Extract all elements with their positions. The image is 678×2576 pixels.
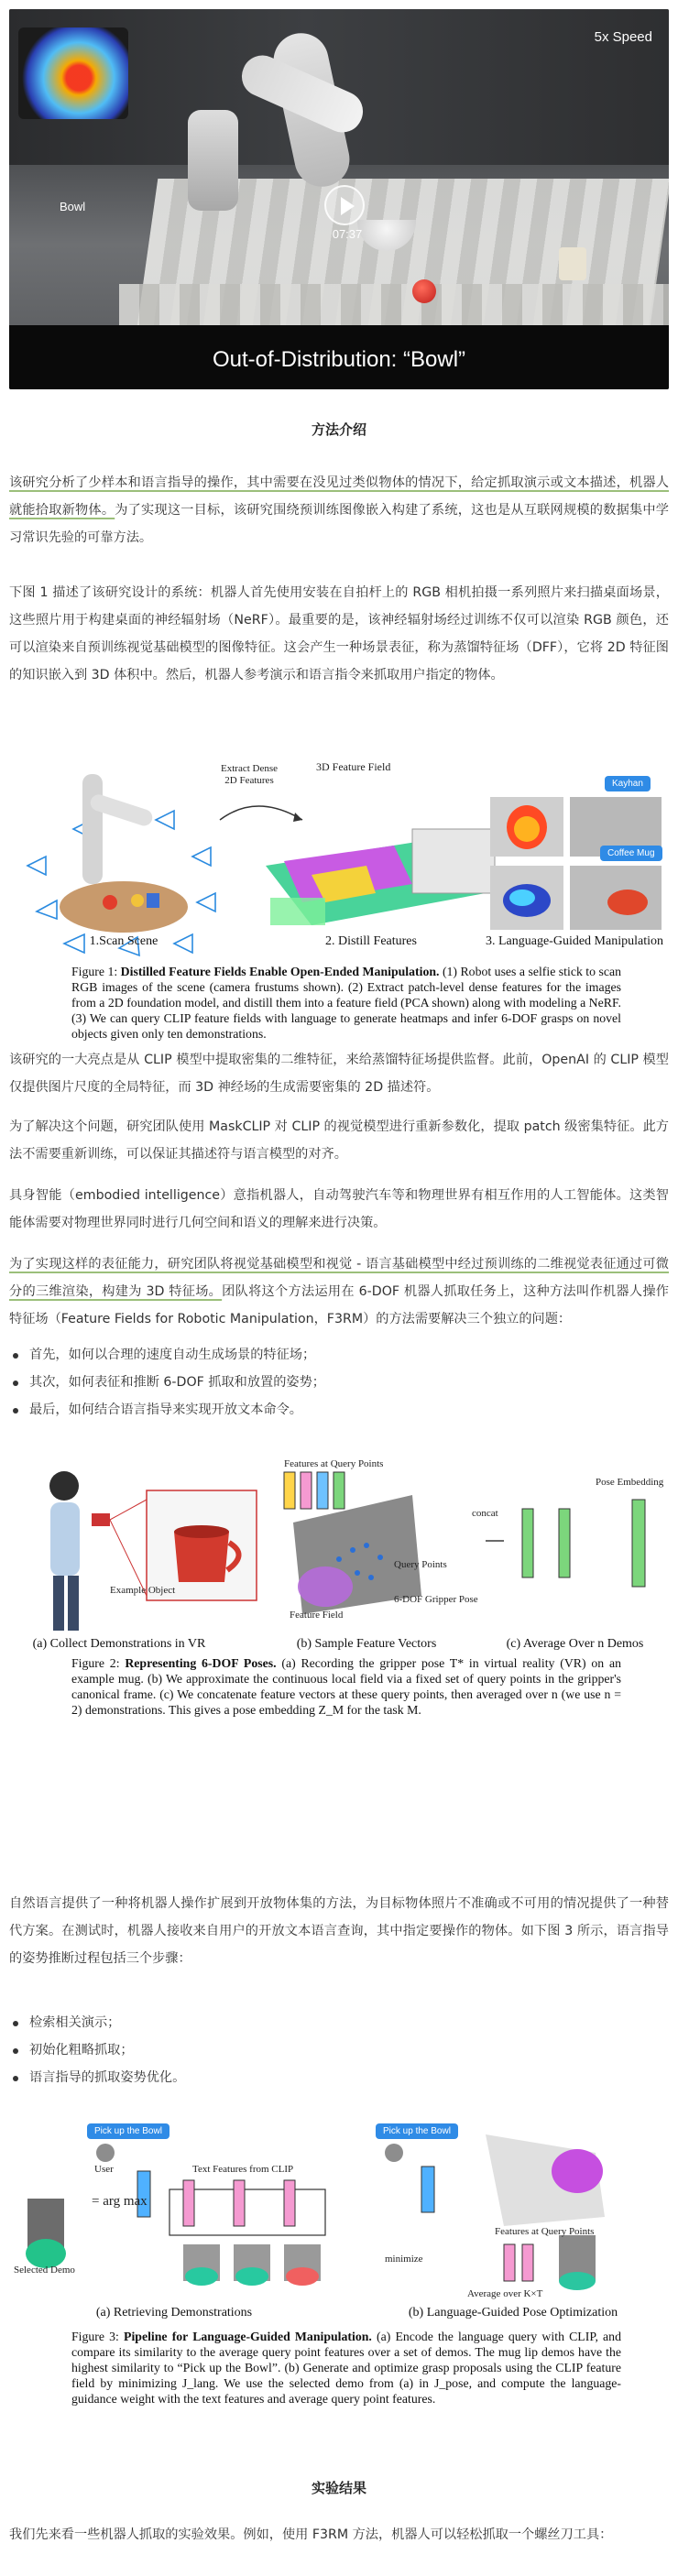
- underlined-text: 该研究分析了少样本和语言指导的操作，其中需要在没见过类似物体的情况下，给定抓取演示或文本描述，机器人就能拾取新物体。: [9, 475, 669, 518]
- list-item: 检索相关演示；: [9, 2009, 669, 2036]
- paragraph-embodied: 具身智能（embodied intelligence）意指机器人，自动驾驶汽车等和物理世界有相互作用的人工智能体。这类智能体需要对物理世界同时进行几何空间和语义的理解来进行决策。: [9, 1188, 669, 1230]
- average-over-label: Average over K×T: [467, 2288, 543, 2299]
- panel-language-manipulation: 3. Language-Guided Manipulation: [485, 934, 663, 948]
- video-caption: Out-of-Distribution: “Bowl”: [212, 347, 466, 372]
- list-item: 最后，如何结合语言指导来实现开放文本命令。: [9, 1396, 669, 1424]
- vr-user: [49, 1471, 79, 1501]
- apple-object: [412, 279, 436, 303]
- paragraph-clip: 该研究的一大亮点是从 CLIP 模型中提取密集的二维特征，来给蒸馏特征场提供监督。此前，OpenAI 的 CLIP 模型仅提供图片尺度的全局特征，而 3D 神经场的生成需要密集的 2D 描述符。: [9, 1053, 669, 1095]
- list-item: 其次，如何表征和推断 6-DOF 抓取和放置的姿势；: [9, 1369, 669, 1396]
- gripper-pose-label: 6-DOF Gripper Pose: [394, 1594, 478, 1605]
- panel-retrieving-demos: (a) Retrieving Demonstrations: [95, 2306, 253, 2319]
- paragraph-text: 团队将这个方法运用在 6-DOF 机器人抓取任务上，这种方法叫作机器人操作特征场（Feature Fields for Robotic Manipulation，F3RM）的方法需要解决三个独立的问题：: [9, 1284, 669, 1326]
- user-label: User: [94, 2164, 114, 2175]
- video-duration: 07:37: [332, 227, 363, 241]
- paragraph-intro: [9, 469, 669, 551]
- tag-coffee-mug: Coffee Mug: [600, 846, 662, 861]
- underlined-text: 为了实现这样的表征能力，研究团队将视觉基础模型和视觉 - 语言基础模型中经过预训练的二维视觉表征通过可微分的三维渲染，构建为 3D 特征场。: [9, 1257, 669, 1299]
- figure-2: [9, 1458, 669, 1719]
- video-player[interactable]: [9, 9, 669, 389]
- minimize-label: minimize: [385, 2254, 423, 2265]
- panel-sample-features: (b) Sample Feature Vectors: [296, 1637, 437, 1651]
- feature-field-label: Feature Field: [290, 1610, 344, 1621]
- speed-label: 5x Speed: [594, 29, 652, 45]
- panel-average-demos: (c) Average Over n Demos: [506, 1637, 644, 1651]
- list-item: 语言指导的抓取姿势优化。: [9, 2064, 669, 2091]
- figure-2-caption: Figure 2: Representing 6-DOF Poses. (a) Recording the gripper pose T* in virtual reality (VR) on an example mug. (b) We approximate the continuous local field via a fixed set of query points in the gripper's canonical frame. (c) We concatenate feature vectors at these query points, then averaged over n (we use n = 2) demonstrations. This gives a pose embedding Z_M for the task M.: [71, 1656, 621, 1717]
- figure-1-diagram: [9, 756, 669, 957]
- figure-1: [9, 756, 669, 1044]
- cup-object: [559, 247, 586, 280]
- paragraph-maskclip: 为了解决这个问题，研究团队使用 MaskCLIP 对 CLIP 的视觉模型进行重新参数化，提取 patch 级密集特征。此方法不需要重新训练，可以保证其描述符与语言模型的对齐。: [9, 1119, 669, 1162]
- figure-1-caption: Figure 1: Distilled Feature Fields Enable Open-Ended Manipulation. (1) Robot uses a selfie stick to scan RGB images of the scene (camera frustums shown). (2) Extract patch-level dense features for the images from a 2D foundation model, and distill them into a feature field (PCA shown) along with modeling a NeRF. (3) We can query CLIP feature fields with language to generate heatmaps and infer 6-DOF grasps on novel objects given only ten demonstrations.: [71, 965, 622, 1041]
- pose-embedding-bar: [632, 1500, 645, 1587]
- play-icon[interactable]: [324, 185, 365, 225]
- paragraph-language: 自然语言提供了一种将机器人操作扩展到开放物体集的方法，为目标物体照片不准确或不可用的情况提供了一种替代方案。在测试时，机器人接收来自用户的开放文本语言查询，其中指定要操作的物体。如下图 3 所示，语言指导的姿势推断过程包括三个步骤：: [9, 1896, 669, 1966]
- argmax-label: = arg max: [92, 2194, 148, 2209]
- figure-3-caption: Figure 3: Pipeline for Language-Guided Manipulation. (a) Encode the language query with CLIP, and compare its similarity to the average query point features over a set of demos. The mug lip demos have the highest similarity to “Pick up the Bowl”. (b) Generate and optimize grasp proposals using the CLIP feature field by minimizing J_lang. We use the selected demo from (a) in J_pose, and compute the language-guidance weight with the text features and average query point features.: [71, 2330, 621, 2406]
- panel-scan-scene: 1.Scan Scene: [89, 934, 159, 948]
- pose-embedding-label: Pose Embedding: [596, 1477, 664, 1488]
- text-features-label: Text Features from CLIP: [192, 2164, 294, 2175]
- tag-query: Pick up the Bowl: [87, 2123, 170, 2139]
- heatmap-inset: [18, 27, 128, 119]
- panel-collect-demos: (a) Collect Demonstrations in VR: [32, 1637, 206, 1651]
- selected-demo-label: Selected Demo: [14, 2265, 75, 2276]
- paragraph-system: 下图 1 描述了该研究设计的系统：机器人首先使用安装在自拍杆上的 RGB 相机拍摄一系列照片来扫描桌面场景，这些照片用于构建桌面的神经辐射场（NeRF）。最重要的是，该神经辐射场经过训练不仅可以渲染 RGB 颜色，还可以渲染来自预训练视觉基础模型的图像特征。这会产生一种场景表征，称为蒸馏特征场（DFF），它将 2D 特征图的知识嵌入到 3D 体积中。然后，机器人参考演示和语言指令来抓取用户指定的物体。: [9, 585, 669, 682]
- figure-3: [9, 2116, 669, 2418]
- list-item: 初始化粗略抓取；: [9, 2036, 669, 2064]
- extract-arrow: [220, 806, 302, 820]
- robot-base: [188, 110, 238, 211]
- figure-3-diagram: [9, 2116, 669, 2309]
- panel-distill-features: 2. Distill Features: [325, 934, 417, 948]
- paragraph-text: 为了实现这一目标，该研究围绕预训练图像嵌入构建了系统，这也是从互联网规模的数据集中学习常识先验的可靠方法。: [9, 503, 669, 545]
- robot-arm-figure: [82, 774, 103, 884]
- concat-label: concat: [472, 1508, 498, 1519]
- tag-kayhan: Kayhan: [605, 776, 651, 791]
- feature-field-label: 3D Feature Field: [316, 760, 391, 773]
- list-item: 首先，如何以合理的速度自动生成场景的特征场；: [9, 1341, 669, 1369]
- features-at-query-label: Features at Query Points: [284, 1458, 384, 1469]
- section-title-results: 实验结果: [311, 2480, 366, 2496]
- paragraph-results: 我们先来看一些机器人抓取的实验效果。例如，使用 F3RM 方法，机器人可以轻松抓取一个螺丝刀工具：: [9, 2527, 613, 2542]
- panel-pose-optimization: (b) Language-Guided Pose Optimization: [408, 2306, 618, 2319]
- problems-list: [9, 1341, 669, 1424]
- extract-label: Extract Dense 2D Features: [221, 763, 278, 786]
- paragraph-f3rm: [9, 1250, 669, 1333]
- query-points-label: Query Points: [394, 1559, 447, 1570]
- features-query-label: Features at Query Points: [495, 2226, 595, 2237]
- example-object-label: Example Object: [110, 1585, 176, 1596]
- user-icon: [96, 2144, 115, 2162]
- inset-label: Bowl: [60, 200, 86, 213]
- steps-list: [9, 2009, 669, 2091]
- tag-query-2: Pick up the Bowl: [376, 2123, 458, 2139]
- section-title-method: 方法介绍: [311, 421, 366, 438]
